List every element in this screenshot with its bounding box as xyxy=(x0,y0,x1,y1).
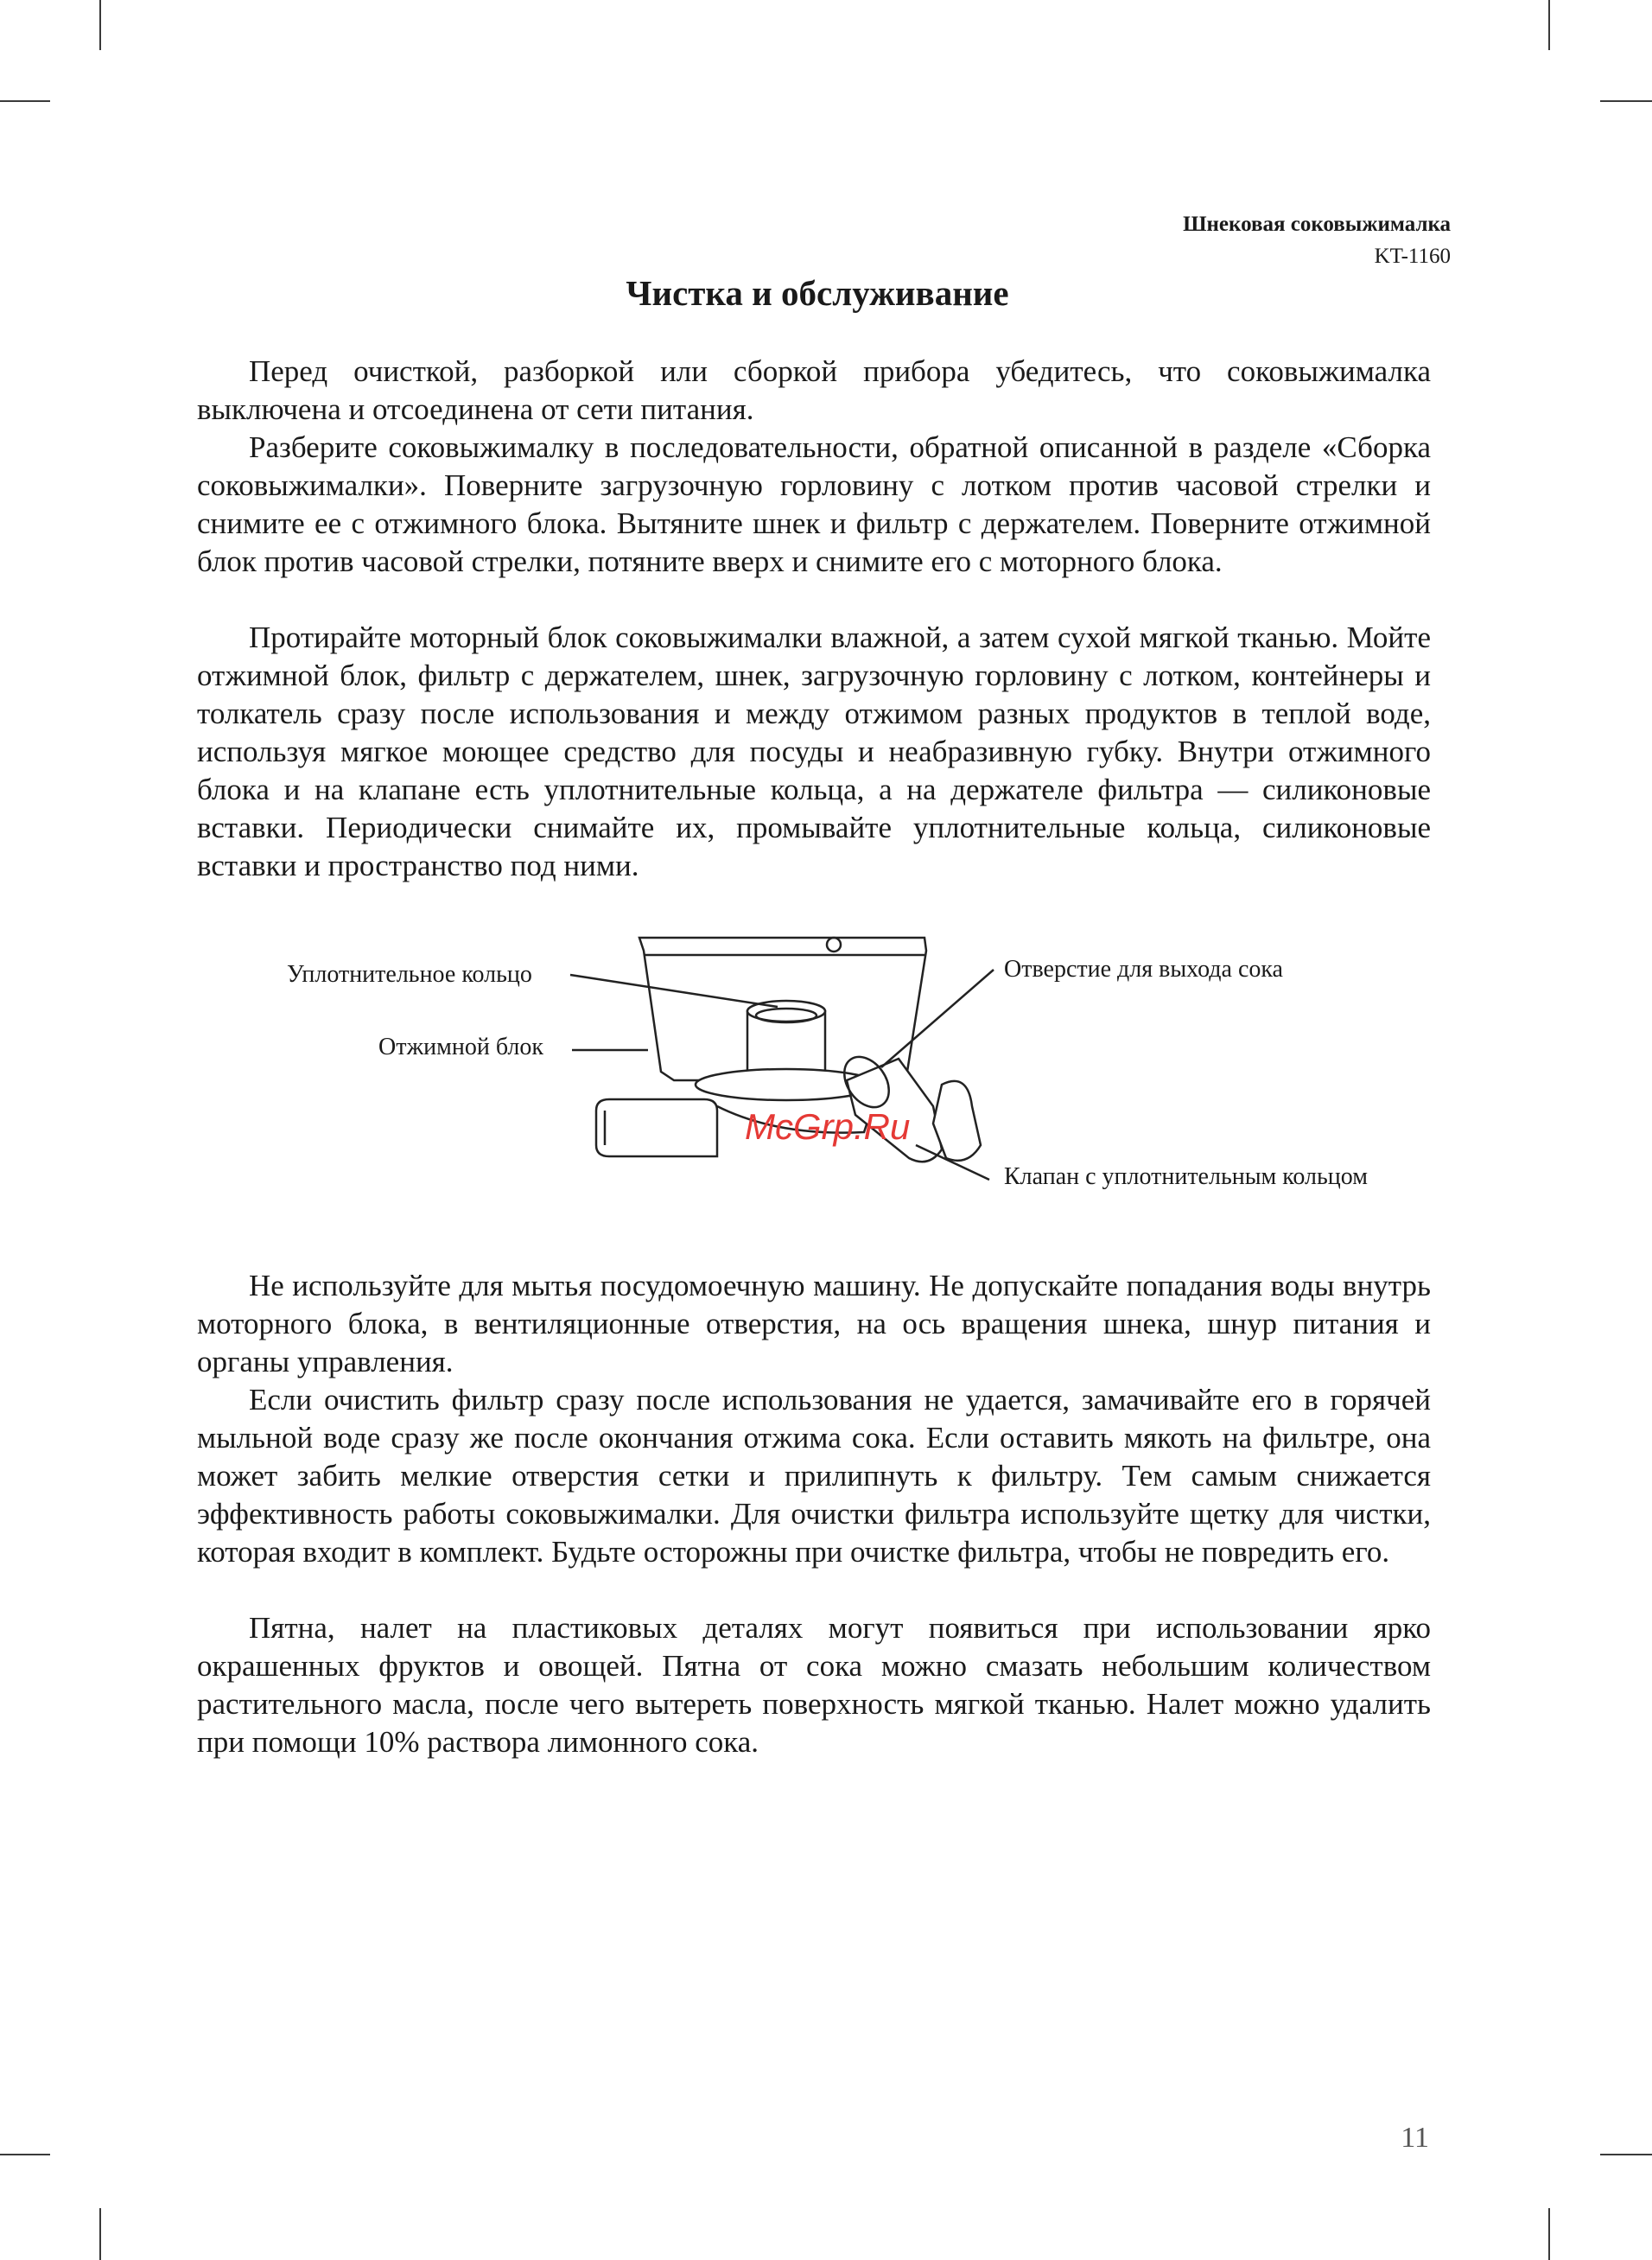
crop-mark xyxy=(1600,100,1652,102)
crop-mark xyxy=(99,0,101,50)
paragraph: Разберите соковыжималку в последовательности, обратной описанной в разделе «Сборка соковыжималки». Поверните загрузочную горловину с лотком против часовой стрелки и снимите ее с отжимного блока. Вытяните шнек и фильтр с держателем. Поверните отжимной блок против часовой стрелки, потяните вверх и снимите его с моторного блока. xyxy=(197,430,1431,578)
paragraph: Не используйте для мытья посудомоечную машину. Не допускайте попадания воды внутрь моторного блока, в вентиляционные отверстия, на ось вращения шнека, шнур питания и органы управления. xyxy=(197,1269,1431,1378)
juicer-diagram-icon xyxy=(0,899,1652,1227)
label-press-block: Отжимной блок xyxy=(378,1034,543,1060)
paragraph: Перед очисткой, разборкой или сборкой прибора убедитесь, что соковыжималка выключена и отсоединена от сети питания. xyxy=(197,354,1431,426)
header-model: KT-1160 xyxy=(1374,245,1451,268)
header-product: Шнековая соковыжималка xyxy=(1183,213,1451,236)
crop-mark xyxy=(1548,2208,1550,2260)
paragraph: Протирайте моторный блок соковыжималки влажной, а затем сухой мягкой тканью. Мойте отжимной блок, фильтр с держателем, шнек, загрузочную горловину с лотком, контейнеры и толкатель сразу после использования и между отжимом разных продуктов в теплой воде, используя мягкое моющее средство для посуды и неабразивную губку. Внутри отжимного блока и на клапане есть уплотнительные кольца, а на держателе фильтра — силиконовые вставки. Периодически снимайте их, промывайте уплотнительные кольца, силиконовые вставки и пространство под ними. xyxy=(197,621,1431,882)
watermark: McGrp.Ru xyxy=(745,1106,911,1147)
crop-mark xyxy=(0,100,50,102)
crop-mark xyxy=(1548,0,1550,50)
page-number: 11 xyxy=(1401,2122,1429,2154)
paragraph: Если очистить фильтр сразу после использования не удается, замачивайте его в горячей мыльной воде сразу же после окончания отжима сока. Если оставить мякоть на фильтре, она может забить мелкие отверстия сетки и прилипнуть к фильтру. Тем самым снижается эффективность работы соковыжималки. Для очистки фильтра используйте щетку для чистки, которая входит в комплект. Будьте осторожны при очистке фильтра, чтобы не повредить его. xyxy=(197,1383,1431,1569)
crop-mark xyxy=(1600,2154,1652,2155)
paragraph: Пятна, налет на пластиковых деталях могут появиться при использовании ярко окрашенных фруктов и овощей. Пятна от сока можно смазать небольшим количеством растительного масла, после чего вытереть поверхность мягкой тканью. Налет можно удалить при помощи 10% раствора лимонного сока. xyxy=(197,1611,1431,1759)
label-juice-outlet: Отверстие для выхода сока xyxy=(1004,956,1283,983)
juicer-figure xyxy=(0,899,1652,1227)
page-title: Чистка и обслуживание xyxy=(626,273,1009,313)
crop-mark xyxy=(99,2208,101,2260)
label-seal-ring: Уплотнительное кольцо xyxy=(287,961,532,988)
label-valve: Клапан с уплотнительным кольцом xyxy=(1004,1163,1368,1190)
crop-mark xyxy=(0,2154,50,2155)
